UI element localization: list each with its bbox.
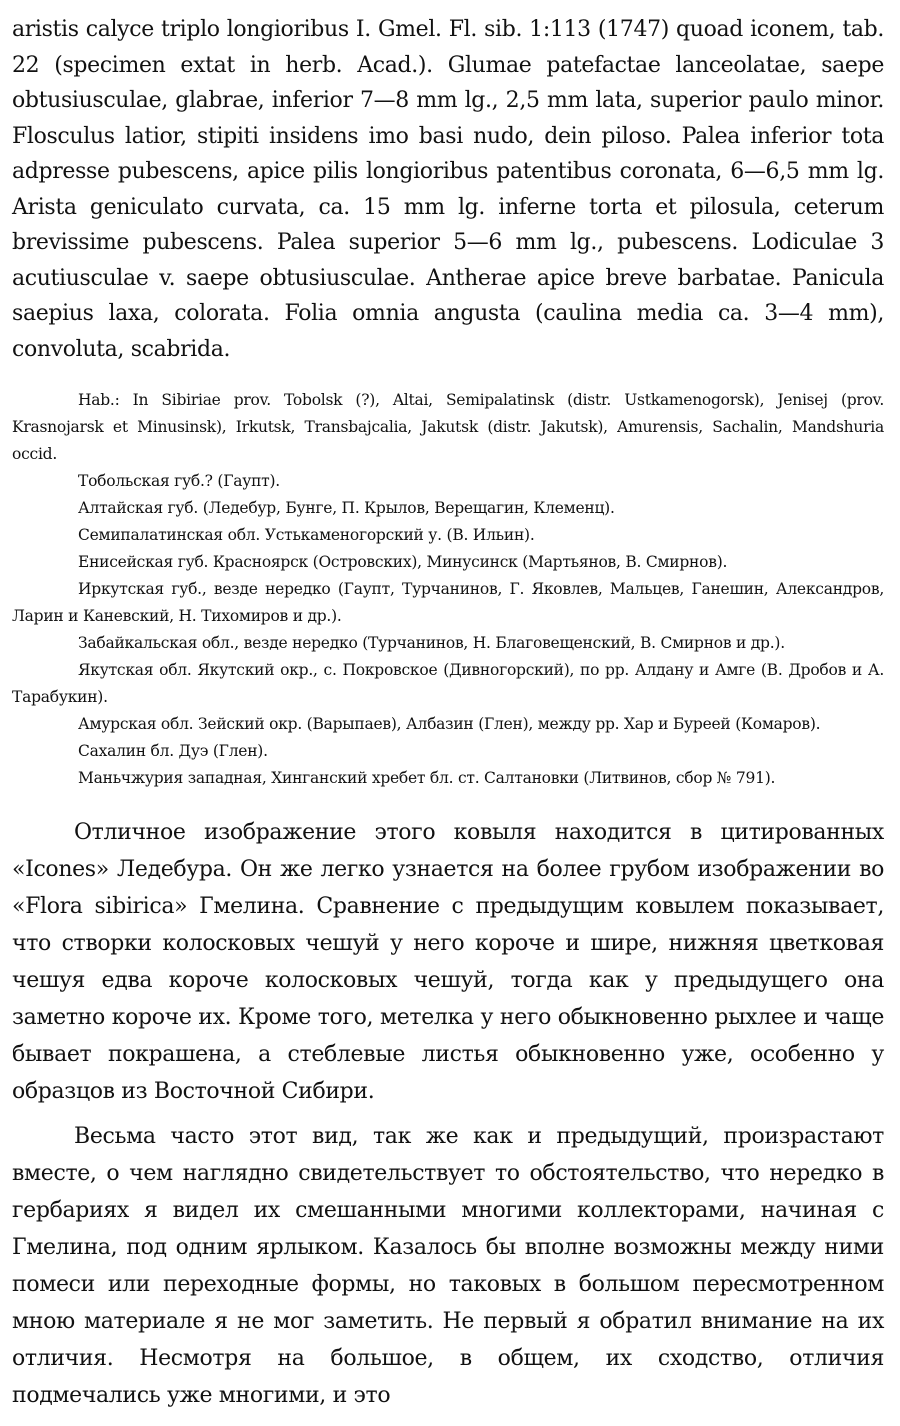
habitat-entry-transbajcalia: Забайкальская обл., везде нередко (Турчанинов, Н. Благовещенский, В. Смирнов и др.). [78,634,785,652]
habitat-entry-semipalatinsk: Семипалатинская обл. Устькаменогорский у. (В. Ильин). [78,526,535,544]
habitat-entry-jenisej: Енисейская губ. Красноярск (Островских), Минусинск (Мартьянов, В. Смирнов). [78,553,728,571]
habitat-entry-sachalin: Сахалин бл. Дуэ (Глен). [78,742,268,760]
habitat-entry-jakutsk: Якутская обл. Якутский окр., с. Покровское (Дивногорский), по рр. Алдану и Амге (В. Дробов и А. Тарабукин). [12,661,884,706]
habitat-entry-irkutsk: Иркутская губ., везде нередко (Гаупт, Турчанинов, Г. Яковлев, Мальцев, Ганешин, Александров, Ларин и Каневский, Н. Тихомиров и др.). [12,580,884,625]
habitat-entry-amur: Амурская обл. Зейский окр. (Варыпаев), Албазин (Глен), между рр. Хар и Буреей (Комаров). [78,715,821,733]
habitat-entry-tobolsk: Тобольская губ.? (Гаупт). [78,472,280,490]
russian-paragraph-cooccurrence: Весьма часто этот вид, так же как и предыдущий, произрастают вместе, о чем наглядно свидетельствует то обстоятельство, что нередко в гербариях я видел их смешанными многими коллекторами, начиная с Гмелина, под одним ярлыком. Казалось бы вполне возможны между ними помеси или переходные формы, но таковых в большом пересмотренном мною материале я не мог заметить. Не первый я обратил внимание на их отличия. Несмотря на большое, в общем, их сходство, отличия подмечались уже многими, и это [12,1124,884,1408]
habitat-section [12,387,884,792]
habitat-intro: Hab.: In Sibiriae prov. Tobolsk (?), Altai, Semipalatinsk (distr. Ustkamenogorsk), Jenisej (prov. Krasnojarsk et Minusinsk), Irkutsk, Transbajcalia, Jakutsk (distr. Jakutsk), Amurensis, Sachalin, Mandshuria occid. [12,391,884,463]
latin-description-paragraph: aristis calyce triplo longioribus I. Gmel. Fl. sib. 1:113 (1747) quoad iconem, tab. 22 (specimen extat in herb. Acad.). Glumae patefactae lanceolatae, saepe obtusiusculae, glabrae, inferior 7—8 mm lg., 2,5 mm lata, superior paulo minor. Flosculus latior, stipiti insidens imo basi nudo, dein piloso. Palea inferior tota adpresse pubescens, apice pilis longioribus patentibus coronata, 6—6,5 mm lg. Arista geniculato curvata, ca. 15 mm lg. inferne torta et pilosula, ceterum brevissime pubescens. Palea superior 5—6 mm lg., pubescens. Lodiculae 3 acutiusculae v. saepe obtusiusculae. Antherae apice breve barbatae. Panicula saepius laxa, colorata. Folia omnia angusta (caulina media ca. 3—4 mm), convoluta, scabrida. [12,17,884,362]
habitat-entry-altai: Алтайская губ. (Ледебур, Бунге, П. Крылов, Верещагин, Клеменц). [78,499,615,517]
habitat-entry-mandshuria: Маньчжурия западная, Хинганский хребет бл. ст. Салтановки (Литвинов, сбор № 791). [78,769,776,787]
russian-paragraph-comparison: Отличное изображение этого ковыля находится в цитированных «Icones» Ледебура. Он же легко узнается на более грубом изображении во «Flora sibirica» Гмелина. Сравнение с предыдущим ковылем показывает, что створки колосковых чешуй у него короче и шире, нижняя цветковая чешуя едва короче колосковых чешуй, тогда как у предыдущего она заметно короче их. Кроме того, метелка у него обыкновенно рыхлее и чаще бывает покрашена, а стеблевые листья обыкновенно уже, особенно у образцов из Восточной Сибири. [12,820,884,1104]
